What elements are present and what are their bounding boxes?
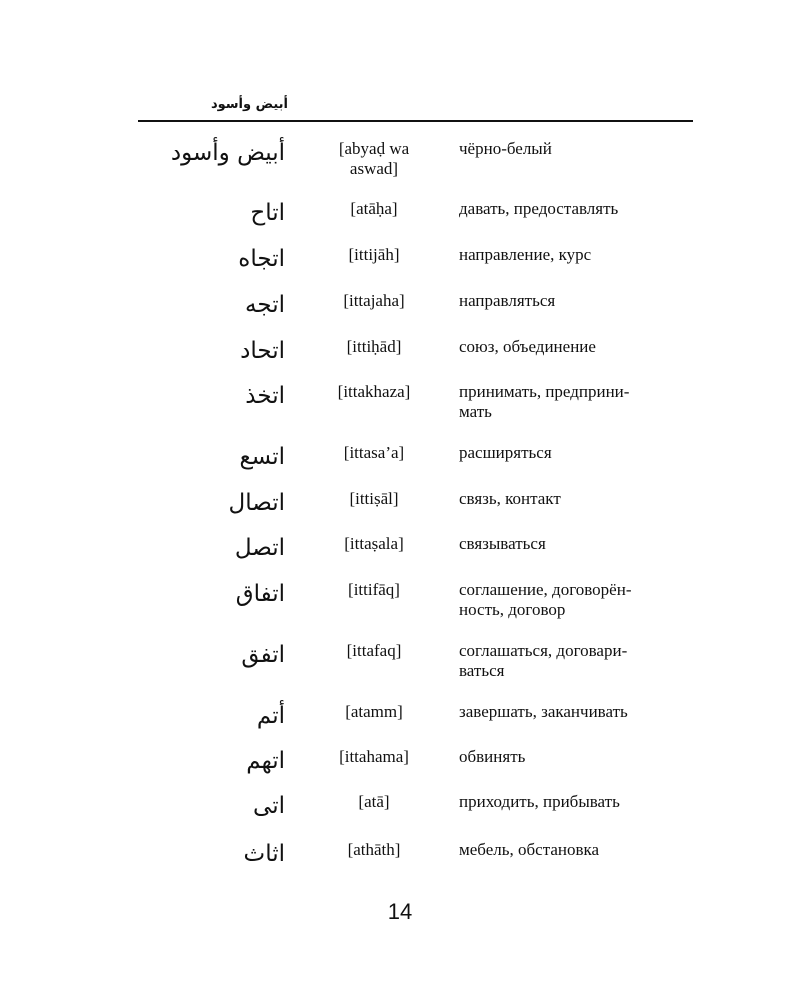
arabic-word: اثاث bbox=[243, 841, 285, 867]
arabic-word: اتسع bbox=[239, 444, 285, 470]
russian-translation: чёрно-белый bbox=[459, 139, 552, 158]
russian-translation: расширяться bbox=[459, 443, 552, 462]
arabic-word: اتجاه bbox=[238, 246, 285, 272]
transliteration: [ittifāq] bbox=[348, 580, 400, 599]
arabic-word: أتم bbox=[256, 703, 285, 729]
transliteration: [atā] bbox=[358, 792, 390, 811]
transliteration: [ittaṣala] bbox=[344, 534, 404, 553]
russian-translation: принимать, предприни- мать bbox=[459, 382, 630, 421]
transliteration: [ittasa’a] bbox=[343, 443, 405, 462]
transliteration: [atāḥa] bbox=[350, 199, 398, 218]
transliteration: [ittahama] bbox=[339, 747, 409, 766]
arabic-word: اتخذ bbox=[245, 383, 285, 409]
transliteration: [atamm] bbox=[345, 702, 403, 721]
arabic-word: أبيض وأسود bbox=[170, 140, 285, 166]
arabic-word: اتجه bbox=[245, 292, 285, 318]
russian-translation: направляться bbox=[459, 291, 556, 310]
arabic-word: اتى bbox=[253, 793, 285, 819]
arabic-word: اتحاد bbox=[240, 338, 285, 364]
russian-translation: обвинять bbox=[459, 747, 526, 766]
arabic-word: اتاح bbox=[250, 200, 285, 226]
russian-translation: давать, предоставлять bbox=[459, 199, 619, 218]
arabic-word: اتفق bbox=[241, 642, 285, 668]
transliteration: [ittakhaza] bbox=[337, 382, 411, 401]
arabic-word: اتفاق bbox=[235, 581, 285, 607]
transliteration: [ittafaq] bbox=[346, 641, 402, 660]
russian-translation: соглашение, договорён- ность, договор bbox=[459, 580, 632, 619]
page-number: 14 bbox=[387, 899, 413, 924]
transliteration: [ittiḥād] bbox=[346, 337, 402, 356]
russian-translation: соглашаться, договари- ваться bbox=[459, 641, 628, 680]
arabic-word: اتصال bbox=[228, 490, 285, 516]
transliteration: [abyaḍ wa aswad] bbox=[338, 139, 410, 178]
russian-translation: связь, контакт bbox=[459, 489, 561, 508]
transliteration: [ittiṣāl] bbox=[349, 489, 399, 508]
russian-translation: связываться bbox=[459, 534, 546, 553]
running-head: أبيض وأسود bbox=[210, 97, 288, 112]
arabic-word: اتهم bbox=[246, 748, 285, 774]
arabic-word: اتصل bbox=[234, 535, 285, 561]
russian-translation: союз, объединение bbox=[459, 337, 596, 356]
russian-translation: направление, курс bbox=[459, 245, 592, 264]
russian-translation: приходить, прибывать bbox=[459, 792, 620, 811]
transliteration: [ittijāh] bbox=[348, 245, 400, 264]
russian-translation: завершать, заканчивать bbox=[459, 702, 628, 721]
transliteration: [athāth] bbox=[347, 840, 401, 859]
russian-translation: мебель, обстановка bbox=[459, 840, 600, 859]
transliteration: [ittajaha] bbox=[343, 291, 405, 310]
